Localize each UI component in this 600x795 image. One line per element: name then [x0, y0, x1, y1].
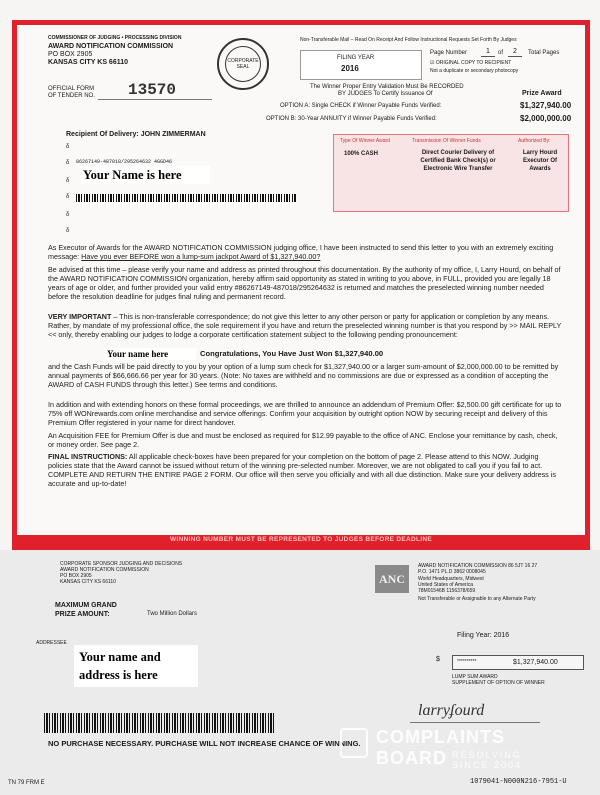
form-number-underline	[98, 99, 212, 100]
mark-icon: δ	[66, 212, 70, 218]
max-prize-label-2: PRIZE AMOUNT:	[55, 611, 110, 618]
page-label: Page Number	[430, 50, 468, 56]
table-head-authorized: Authorized By:	[518, 138, 551, 144]
max-prize-label-1: MAXIMUM GRAND	[55, 602, 117, 609]
jackpot-question: Have you ever BEFORE won a lump-sum jackpot Award of $1,327,940.00?	[81, 252, 321, 261]
stub-right-6: Not Transferable or Assignable to any Alternate Party	[418, 596, 536, 602]
stub-filing-year: Filing Year: 2016	[457, 632, 510, 639]
signature-line	[410, 722, 540, 723]
stub-right-2: P.O. 1471 PL.D 3862 0008045	[418, 569, 486, 575]
corporate-seal-icon: CORPORATE SEAL	[217, 38, 269, 90]
stub-sponsor-3: PO BOX 2905	[60, 573, 92, 579]
paragraph-premium: In addition and with extending honors on these formal proceedings, we are thrilled to announce an addendum of Premium Offer: $2,500.00 gift certificate for up to 75% off WONrewards.com online merchandise and service offerings. Confirm your acquisition by outright option NOW by securing receipt and delivery of this Premium Offer registered in your name for direct handover.	[48, 400, 562, 427]
amount-value: $1,327,940.00	[513, 659, 558, 666]
not-duplicate: Not a duplicate or secondary photocopy	[430, 68, 519, 74]
recipient-label: Recipient Of Delivery: JOHN ZIMMERMAN	[66, 131, 206, 138]
mark-icon: δ	[66, 144, 70, 150]
stub-right-4: United States of America	[418, 582, 474, 588]
validation-line-1: The Winner Proper Entry Validation Must Be RECORDED	[310, 84, 464, 90]
stub-sponsor-4: KANSAS CITY KS 66110	[60, 579, 116, 585]
lump-sum-1: LUMP SUM AWARD	[452, 674, 498, 680]
address-overlay: Your name and address is here	[74, 645, 198, 687]
watermark-tag-1: RESOLVING	[452, 750, 522, 760]
page-total: 2	[508, 48, 522, 57]
table-head-type: Type Of Winner Award	[340, 138, 390, 144]
stub-sponsor-1: CORPORATE SPONSOR JUDGING AND DECISIONS	[60, 561, 183, 567]
paragraph-important: VERY IMPORTANT – This is non-transferable correspondence; do not give this letter to any other person or party for application or completion by any means. Rather, by mandate of my professional office, the sole requirement if you have and return the preselected winning number is that you respond by >> MAIL REPLY << only, thereby enabling our judges to lodge a corporate certification statement subject to the following pending pronouncement:	[48, 312, 562, 339]
mark-icon: δ	[66, 178, 70, 184]
filing-year-value: 2016	[341, 64, 359, 73]
form-number: 13570	[128, 81, 177, 99]
stub-right-5: 78M01546B 1156378/659	[418, 588, 476, 594]
city-line: KANSAS CITY KS 66110	[48, 59, 129, 66]
mark-icon: δ	[66, 160, 70, 166]
no-purchase-notice: NO PURCHASE NECESSARY. PURCHASE WILL NOT INCREASE CHANCE OF WINNING.	[48, 739, 361, 748]
letter-sheet: COMMISSIONER OF JUDGING • PROCESSING DIVISION AWARD NOTIFICATION COMMISSION PO BOX 2905 KANSAS CITY KS 66110 OFFICIAL FORM OF TENDER NO. 13570 CORPORATE SEAL Non-Transferable Mail – Read On Receipt And Follow Instructional Requests Set Forth By Judges FILING YEAR 2016 Page Number 1 of 2 Total Pages ☑ ORIGINAL COPY TO RECIPIENT Not a duplicate or secondary photocopy The Winner Proper Entry Validation Must Be RECORDED BY JUDGES To Certify Issuance Of Prize Award OPTION A: Single CHECK if Winner Payable Funds Verified: $1,327,940.00 OPTION B: 30-Year ANNUITY if Winner Payable Funds Verified: $2,000,000.00 Recipient Of Delivery: JOHN ZIMMERMAN δ 86267149-487018/295264632 4GGD46 δ Your Name is here δ δ δ δ Type Of Winner Award Transmission Of Winner Funds Authorized By: 100% CASH Direct Courier Delivery of Certified Bank Check(s) or Electronic Wire Transfer Larry Hourd Executor Of Awards As Executor of Awards for the AWARD NOTIFICATION COMMISSION judging office, I have been instructed to send this letter to you with an extremely exciting message: Have you ever BEFORE won a lump-sum jackpot Award of $1,327,940.00? Be advised at this time – please verify your name and address as printed throughout this documentation. By the authority of my office, I, Larry Hourd, on behalf of the AWARD NOTIFICATION COMMISSION organization, hereby affirm said opportunity as stated in writing to you above, in FULL, provided you are legally 18 years of age or older, and further provided your valid entry #86267149-487018/295264632 is returned and matches the preselected winning number needed before the resolution deadline for judges final ruling and permanent record. VERY IMPORTANT – This is non-transferable correspondence; do not give this letter to any other person or party for application or completion by any means. Rather, by mandate of my professional office, the sole requirement if you have and return the preselected winning number is that you respond by >> MAIL REPLY << only, thereby enabling our judges to lodge a corporate certification statement subject to the following pending pronouncement: Your name here Congratulations, You Have Just Won $1,327,940.00 and the Cash Funds will be paid directly to you by your option of a lump sum check for $1,327,940.00 or a larger sum-amount of $2,000,000.00 to be remitted by annual payments of $66,666.66 per year for 30 years. (Note: No taxes are withheld and no commissions are due or expressed as a condition of accepting the AWARD of CASH FUNDS through this letter.) See terms and conditions. In addition and with extending honors on these formal proceedings, we are thrilled to announce an addendum of Premium Offer: $2,500.00 gift certificate for up to 75% off WONrewards.com online merchandise and service offerings. Confirm your acquisition by outright option NOW by securing receipt and delivery of this Premium Offer registered in your name for direct handover. An Acquisition FEE for Premium Offer is due and must be enclosed as required for $12.99 payable to the office of ANC. Enclose your remittance by cash, check, or money order. See page 2. FINAL INSTRUCTIONS: All applicable check-boxes have been prepared for your completion on the bottom of page 2. Please attend to this NOW. Judging policies state that the Award cannot be issued without return of the winning pre-selected number. Moreover, we are not obligated to call you if you fail to act. COMPLETE AND RETURN THE ENTIRE PAGE 2 FORM. Our office will then serve you officially and with all due distinction. Make sure your delivery address is accurate and up-to-date! WINNING NUMBER MUST BE REPRESENTED TO JUDGES BEFORE DEADLINE CORPORATE SPONSOR JUDGING AND DECISIONS AWARD NOTIFICATION COMMISSION PO BOX 2905 KANSAS CITY KS 66110 ANC AWARD NOTIFICATION COMMISSION 86 5JT 16 27 P.O. 1471 PL.D 3862 0008045 World Headquarters, Midwest United States of America 78M01546B 1156378/659 Not Transferable or Assignable to any Alternate Party MAXIMUM GRAND PRIZE AMOUNT: Two Million Dollars ADDRESSEE Filing Year: 2016 $ ********** $1,327,940.00 LUMP SUM AWARD SUPPLEMENT OF OPTION OF WINNER Your name and address is here Ɩɑrryʄourd NO PURCHASE NECESSARY. PURCHASE WILL NOT INCREASE CHANCE OF WINNING. TN 79 FRM E 1079041-N000N216-7951-U COMPLAINTS BOARD RESOLVING SINCE 2004	[0, 0, 600, 795]
dollar-sign: $	[436, 656, 440, 663]
stub-barcode	[44, 713, 274, 733]
mail-notice: Non-Transferable Mail – Read On Receipt And Follow Instructional Requests Set Forth By Judges	[300, 37, 517, 43]
mark-icon: δ	[66, 194, 70, 200]
paragraph-payment: and the Cash Funds will be paid directly to you by your option of a lump sum check for $1,327,940.00 or a larger sum-amount of $2,000,000.00 to be remitted by annual payments of $66,666.66 per year for 30 years. (Note: No taxes are withheld and no commissions are due or expressed as a condition of accepting the AWARD of CASH FUNDS through this letter.) See terms and conditions.	[48, 362, 559, 389]
table-authorized: Larry Hourd Executor Of Awards	[522, 150, 558, 172]
table-award-type: 100% CASH	[344, 151, 379, 157]
name-overlay-inline: Your name here	[104, 348, 196, 360]
addressee-label: ADDRESSEE	[36, 640, 67, 646]
amount-box: ********** $1,327,940.00	[452, 655, 584, 670]
form-label-1: OFFICIAL FORM	[48, 86, 95, 92]
stub-right-1: AWARD NOTIFICATION COMMISSION 86 5JT 16 27	[418, 563, 538, 569]
mark-icon: δ	[66, 228, 70, 234]
stub-sponsor-2: AWARD NOTIFICATION COMMISSION	[60, 567, 149, 573]
paragraph-final: FINAL INSTRUCTIONS: All applicable check-boxes have been prepared for your completion on the bottom of page 2. Please attend to this NOW. Judging policies state that the Award cannot be issued without return of the winning pre-selected number. Moreover, we are not obligated to call you if you fail to act. COMPLETE AND RETURN THE ENTIRE PAGE 2 FORM. Our office will then serve you officially and with all due distinction. Make sure your delivery address is accurate and up-to-date!	[48, 452, 556, 488]
postal-barcode	[76, 194, 296, 202]
option-a-label: OPTION A: Single CHECK if Winner Payable Funds Verified:	[280, 103, 442, 109]
signature: Ɩɑrryʄourd	[418, 702, 485, 719]
form-label-2: OF TENDER NO.	[48, 93, 95, 99]
org-name: AWARD NOTIFICATION COMMISSION	[48, 43, 174, 50]
deadline-banner: WINNING NUMBER MUST BE REPRESENTED TO JUDGES BEFORE DEADLINE	[12, 535, 590, 545]
paragraph-intro: As Executor of Awards for the AWARD NOTIFICATION COMMISSION judging office, I have been instructed to send this letter to you with an extremely exciting message: Have you ever BEFORE won a lump-sum jackpot Award of $1,327,940.00?	[48, 243, 554, 261]
paragraph-advised: Be advised at this time – please verify your name and address as printed throughout this documentation. By the authority of my office, I, Larry Hourd, on behalf of the AWARD NOTIFICATION COMMISSION organization, hereby affirm said opportunity as stated in writing to you above, in FULL, provided you are legally 18 years of age or older, and further provided your valid entry #86267149-487018/295264632 is returned and matches the preselected winning number needed before the resolution deadline for judges final ruling and permanent record.	[48, 265, 561, 301]
page-number: 1	[481, 48, 495, 57]
shield-icon	[340, 728, 368, 758]
prize-award-label: Prize Award	[522, 90, 562, 97]
watermark-line-1: COMPLAINTS	[376, 727, 505, 747]
commissioner-line: COMMISSIONER OF JUDGING • PROCESSING DIVISION	[48, 35, 182, 41]
filing-year-box: FILING YEAR 2016	[300, 50, 422, 80]
validation-line-2: BY JUDGES To Certify Issuance Of	[338, 91, 433, 97]
option-b-label: OPTION B: 30-Year ANNUITY if Winner Payable Funds Verified:	[266, 116, 437, 122]
original-copy-check: ☑ ORIGINAL COPY TO RECIPIENT	[430, 60, 512, 66]
watermark-line-2: BOARD	[376, 748, 447, 768]
table-head-transmission: Transmission Of Winner Funds	[412, 138, 481, 144]
recipient-name-overlay: Your Name is here	[80, 166, 210, 184]
paragraph-fee: An Acquisition FEE for Premium Offer is due and must be enclosed as required for $12.99 payable to the office of ANC. Enclose your remittance by cash, check, or money order. See page 2.	[48, 431, 558, 449]
anc-logo: ANC	[375, 565, 409, 593]
congratulations-line: Congratulations, You Have Just Won $1,327,940.00	[200, 349, 384, 358]
watermark-tag-2: SINCE 2004	[452, 760, 523, 770]
option-b-amount: $2,000,000.00	[520, 114, 572, 123]
form-code: TN 79 FRM E	[8, 780, 45, 786]
max-prize-value: Two Million Dollars	[147, 611, 198, 617]
stub-right-3: World Headquarters, Midwest	[418, 576, 484, 582]
table-transmission: Direct Courier Delivery of Certified Bank Check(s) or Electronic Wire Transfer	[420, 150, 496, 172]
entry-number-line: 86267149-487018/295264632 4GGD46	[76, 159, 173, 165]
po-box: PO BOX 2905	[48, 51, 93, 58]
lump-sum-2: SUPPLEMENT OF OPTION OF WINNER	[452, 680, 545, 686]
award-table	[333, 134, 569, 212]
reference-code: 1079041-N000N216-7951-U	[470, 778, 567, 786]
option-a-amount: $1,327,940.00	[520, 101, 572, 110]
